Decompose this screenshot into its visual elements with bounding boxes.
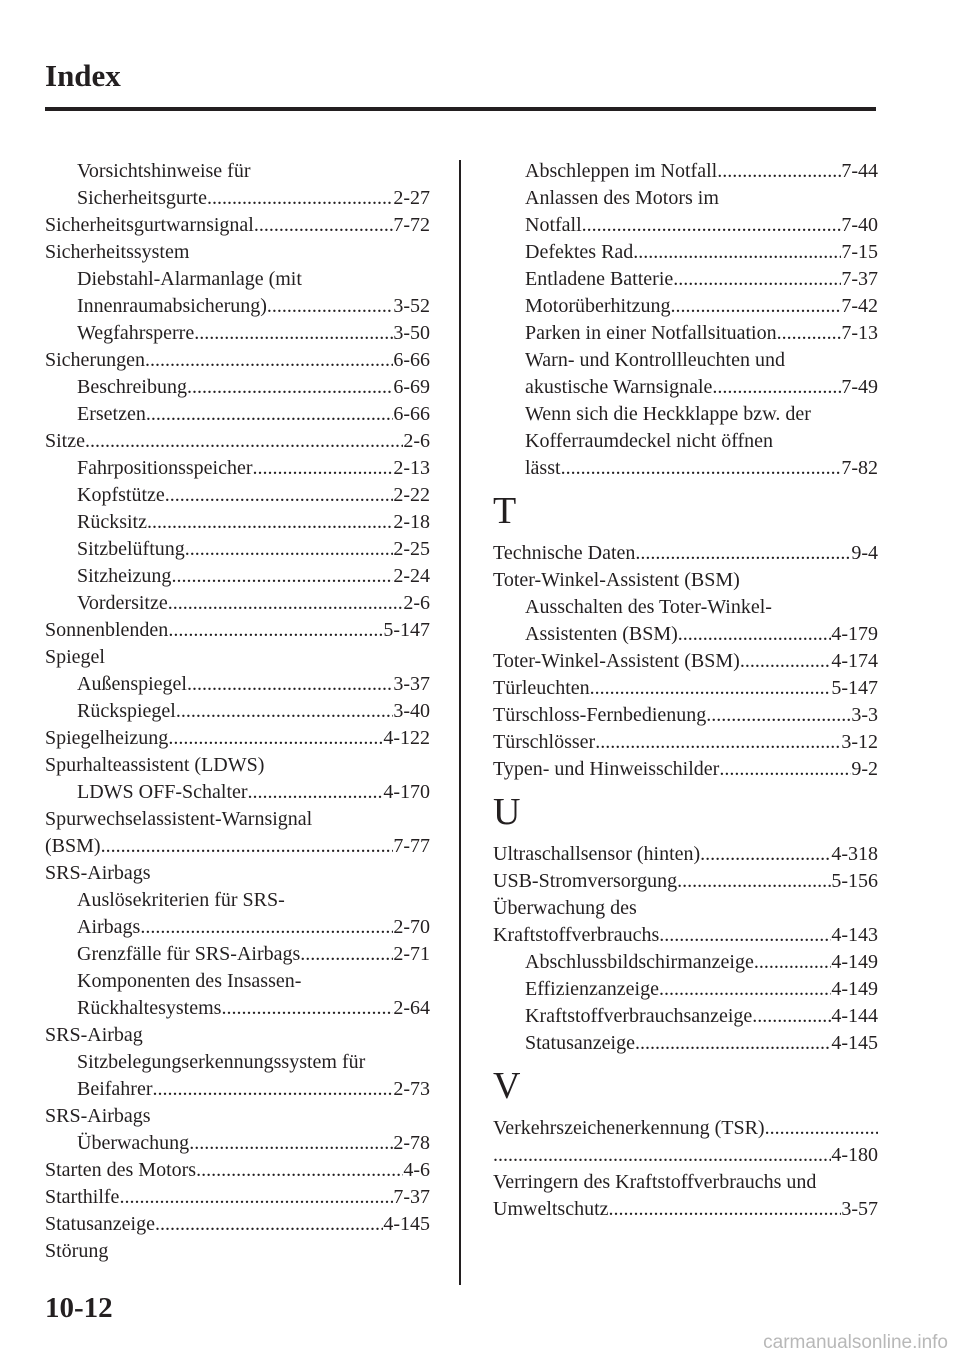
entry-text: Motorüberhitzung [525, 295, 671, 317]
index-entry [493, 841, 878, 868]
section-letter: T [493, 490, 517, 532]
index-subentry [45, 1130, 430, 1157]
dot-leader [717, 158, 841, 185]
index-entry [45, 1211, 430, 1238]
index-entry [493, 540, 878, 567]
entry-text: Kopfstütze [77, 484, 165, 506]
entry-text: Anlassen des Motors im [525, 187, 719, 209]
entry-text: Ersetzen [77, 403, 146, 425]
index-entry [45, 617, 430, 644]
index-subentry [493, 1030, 878, 1057]
index-entry [45, 725, 430, 752]
entry-text: Wenn sich die Heckklappe bzw. der [525, 403, 811, 425]
index-subentry [493, 212, 878, 239]
index-subentry [45, 671, 430, 698]
header-rule [45, 107, 876, 111]
dot-leader [635, 540, 851, 567]
page-reference: 2-6 [403, 592, 430, 614]
entry-text: Grenzfälle für SRS-Airbags [77, 943, 301, 965]
dot-leader [752, 1003, 831, 1030]
dot-leader [609, 1196, 842, 1223]
page-reference: 6-66 [393, 403, 430, 425]
page-reference: 2-6 [403, 430, 430, 452]
index-subentry [45, 914, 430, 941]
index-subentry [45, 320, 430, 347]
entry-text: Defektes Rad [525, 241, 634, 263]
page-reference: 4-170 [383, 781, 430, 803]
index-entry [45, 1238, 430, 1265]
dot-leader [706, 702, 851, 729]
entry-text: Sicherungen [45, 349, 145, 371]
dot-leader [221, 995, 393, 1022]
index-subentry [493, 293, 878, 320]
entry-text: Statusanzeige [45, 1213, 155, 1235]
index-subentry [45, 995, 430, 1022]
page-reference: 4-174 [831, 650, 878, 672]
dot-leader [207, 185, 393, 212]
entry-text: Spiegelheizung [45, 727, 169, 749]
entry-text: Statusanzeige [525, 1032, 635, 1054]
entry-text: Rücksitz [77, 511, 147, 533]
dot-leader [145, 347, 393, 374]
dot-leader [712, 374, 841, 401]
index-subentry [493, 266, 878, 293]
index-entry [45, 752, 430, 779]
index-entry [493, 567, 878, 594]
dot-leader [635, 1030, 831, 1057]
index-subentry [45, 1076, 430, 1103]
page-reference: 4-179 [831, 623, 878, 645]
page-reference: 2-73 [393, 1078, 430, 1100]
entry-text: Sitze [45, 430, 85, 452]
entry-text: Technische Daten [493, 542, 636, 564]
entry-text: Parken in einer Notfallsituation [525, 322, 777, 344]
entry-text: Fahrpositionsspeicher [77, 457, 253, 479]
entry-text: Kofferraumdeckel nicht öffnen [525, 430, 774, 452]
index-subentry [45, 779, 430, 806]
index-subentry [493, 594, 878, 621]
dot-leader [561, 455, 842, 482]
entry-text: Toter-Winkel-Assistent (BSM) [493, 569, 740, 591]
page-reference: 4-180 [831, 1144, 878, 1166]
page-reference: 2-70 [393, 916, 430, 938]
dot-leader [659, 922, 831, 949]
entry-text: Verkehrszeichenerkennung (TSR) [493, 1117, 765, 1139]
index-column-right [493, 158, 878, 1223]
entry-text: Sicherheitssystem [45, 241, 190, 263]
index-subentry [45, 455, 430, 482]
index-entry [45, 428, 430, 455]
entry-text: Toter-Winkel-Assistent (BSM) [493, 650, 740, 672]
dot-leader [189, 1130, 393, 1157]
dot-leader [119, 1184, 393, 1211]
entry-text: Türleuchten [493, 677, 590, 699]
index-subentry [45, 590, 430, 617]
index-entry [45, 644, 430, 671]
dot-leader [253, 455, 394, 482]
page-reference: 3-40 [393, 700, 430, 722]
page-reference: 7-42 [841, 295, 878, 317]
index-entry [493, 756, 878, 783]
index-subentry [493, 347, 878, 374]
index-entry [45, 806, 430, 833]
index-subentry [493, 374, 878, 401]
entry-text: Vorsichtshinweise für [77, 160, 251, 182]
dot-leader [196, 1157, 403, 1184]
page-reference: 4-145 [831, 1032, 878, 1054]
dot-leader [168, 590, 404, 617]
index-subentry [493, 455, 878, 482]
index-entry [45, 239, 430, 266]
page-reference: 7-82 [841, 457, 878, 479]
index-column-left [45, 158, 430, 1265]
index-entry [493, 702, 878, 729]
index-entry [45, 1022, 430, 1049]
entry-text: Typen- und Hinweisschilder [493, 758, 720, 780]
entry-text: Abschleppen im Notfall [525, 160, 718, 182]
dot-leader [493, 1142, 831, 1169]
entry-text: Sonnenblenden [45, 619, 169, 641]
dot-leader [153, 1076, 394, 1103]
index-entry [493, 729, 878, 756]
index-subentry [45, 509, 430, 536]
page-reference: 2-25 [393, 538, 430, 560]
entry-text: Sitzheizung [77, 565, 172, 587]
page-reference: 7-72 [393, 214, 430, 236]
dot-leader [168, 725, 383, 752]
page-reference: 2-22 [393, 484, 430, 506]
page-reference: 3-57 [841, 1198, 878, 1220]
entry-text: SRS-Airbags [45, 1105, 151, 1127]
entry-text: USB-Stromversorgung [493, 870, 678, 892]
index-subentry [493, 428, 878, 455]
index-subentry [45, 1049, 430, 1076]
page-reference: 3-37 [393, 673, 430, 695]
entry-text: Sicherheitsgurte [77, 187, 207, 209]
page-reference: 7-37 [841, 268, 878, 290]
entry-text: Beifahrer [77, 1078, 153, 1100]
entry-text: Umweltschutz [493, 1198, 609, 1220]
page-reference: 6-66 [393, 349, 430, 371]
page-reference: 7-13 [841, 322, 878, 344]
index-entry [45, 212, 430, 239]
entry-text: Kraftstoffverbrauchsanzeige [525, 1005, 753, 1027]
page-reference: 3-3 [851, 704, 878, 726]
index-entry [45, 1157, 430, 1184]
dot-leader [176, 698, 393, 725]
index-entry [45, 1103, 430, 1130]
dot-leader [101, 833, 394, 860]
dot-leader [171, 563, 393, 590]
page-reference: 6-69 [393, 376, 430, 398]
page-reference: 9-4 [851, 542, 878, 564]
entry-text: Abschlussbildschirmanzeige [525, 951, 754, 973]
page-reference: 3-52 [393, 295, 430, 317]
entry-text: Ausschalten des Toter-Winkel- [525, 596, 772, 618]
entry-text: Diebstahl-Alarmanlage (mit [77, 268, 302, 290]
dot-leader [85, 428, 403, 455]
page-reference: 4-143 [831, 924, 878, 946]
entry-text: Auslösekriterien für SRS- [77, 889, 285, 911]
dot-leader [671, 293, 842, 320]
index-subentry [45, 941, 430, 968]
index-entry [493, 648, 878, 675]
page-reference: 2-27 [393, 187, 430, 209]
page-reference: 5-147 [831, 677, 878, 699]
entry-text: Verringern des Kraftstoffverbrauchs und [493, 1171, 817, 1193]
index-subentry [45, 887, 430, 914]
index-entry [45, 1184, 430, 1211]
page-reference: 2-71 [393, 943, 430, 965]
entry-text: Türschloss-Fernbedienung [493, 704, 707, 726]
page-reference: 2-78 [393, 1132, 430, 1154]
dot-leader [582, 212, 842, 239]
index-subentry [45, 293, 430, 320]
watermark: carmanualsonline.info [763, 1332, 948, 1353]
entry-text: lässt [525, 457, 561, 479]
entry-text: Airbags [77, 916, 141, 938]
entry-text: akustische Warnsignale [525, 376, 713, 398]
dot-leader [777, 320, 842, 347]
index-subentry [45, 266, 430, 293]
entry-text: Türschlösser [493, 731, 596, 753]
dot-leader [700, 841, 831, 868]
page-reference: 4-318 [831, 843, 878, 865]
entry-text: (BSM) [45, 835, 101, 857]
index-entry [493, 922, 878, 949]
entry-text: Ultraschallsensor (hinten) [493, 843, 701, 865]
index-entry [493, 1115, 878, 1142]
entry-text: Entladene Batterie [525, 268, 674, 290]
index-subentry [45, 536, 430, 563]
index-subentry [45, 374, 430, 401]
entry-text: Sicherheitsgurtwarnsignal [45, 214, 254, 236]
entry-text: Außenspiegel [77, 673, 187, 695]
entry-text: Beschreibung [77, 376, 187, 398]
index-subentry [493, 185, 878, 212]
entry-text: Notfall [525, 214, 582, 236]
column-divider [459, 160, 461, 1285]
index-entry [45, 833, 430, 860]
page-reference: 7-77 [393, 835, 430, 857]
entry-text: Assistenten (BSM) [525, 623, 678, 645]
dot-leader [147, 509, 393, 536]
dot-leader [595, 729, 841, 756]
dot-leader [187, 671, 393, 698]
section-letter: V [493, 1065, 521, 1107]
page-reference: 5-147 [383, 619, 430, 641]
entry-text: Warn- und Kontrollleuchten und [525, 349, 785, 371]
index-subentry [493, 158, 878, 185]
index-entry [493, 868, 878, 895]
page-reference: 4-149 [831, 951, 878, 973]
dot-leader [719, 756, 851, 783]
dot-leader [590, 675, 832, 702]
index-subentry [45, 158, 430, 185]
page-reference: 4-145 [383, 1213, 430, 1235]
dot-leader [248, 779, 384, 806]
page-number: 10-12 [45, 1292, 113, 1324]
page-reference: 7-40 [841, 214, 878, 236]
entry-text: Effizienzanzeige [525, 978, 659, 1000]
entry-text: Rückspiegel [77, 700, 176, 722]
index-subentry [493, 320, 878, 347]
index-subentry [493, 949, 878, 976]
index-subentry [45, 401, 430, 428]
entry-text: LDWS OFF-Schalter [77, 781, 248, 803]
page-title: Index [45, 58, 121, 93]
index-subentry [493, 621, 878, 648]
page-reference: 2-64 [393, 997, 430, 1019]
page-reference: 4-149 [831, 978, 878, 1000]
entry-text: Vordersitze [77, 592, 168, 614]
entry-text: Überwachung des [493, 897, 637, 919]
page-reference: 4-144 [831, 1005, 878, 1027]
dot-leader [194, 320, 393, 347]
dot-leader [765, 1115, 878, 1142]
dot-leader [740, 648, 832, 675]
index-entry [45, 860, 430, 887]
entry-text: Starthilfe [45, 1186, 120, 1208]
dot-leader [165, 482, 394, 509]
dot-leader [300, 941, 393, 968]
page-reference: 2-13 [393, 457, 430, 479]
page-reference: 3-12 [841, 731, 878, 753]
index-subentry [493, 1003, 878, 1030]
page-reference: 7-44 [841, 160, 878, 182]
dot-leader [677, 868, 831, 895]
entry-text: Wegfahrsperre [77, 322, 195, 344]
page-reference: 4-6 [403, 1159, 430, 1181]
entry-text: Spurwechselassistent-Warnsignal [45, 808, 313, 830]
index-subentry [493, 401, 878, 428]
index-subentry [493, 976, 878, 1003]
entry-text: Kraftstoffverbrauchs [493, 924, 660, 946]
page-reference: 3-50 [393, 322, 430, 344]
entry-text: Starten des Motors [45, 1159, 197, 1181]
entry-text: Sitzbelüftung [77, 538, 185, 560]
page-reference: 9-2 [851, 758, 878, 780]
dot-leader [678, 621, 832, 648]
index-entry [493, 895, 878, 922]
index-subentry [45, 482, 430, 509]
dot-leader [146, 401, 393, 428]
index-subentry [45, 185, 430, 212]
dot-leader [187, 374, 393, 401]
entry-text: SRS-Airbag [45, 1024, 143, 1046]
page-reference: 2-24 [393, 565, 430, 587]
dot-leader [140, 914, 393, 941]
page-reference: 7-49 [841, 376, 878, 398]
index-subentry [45, 698, 430, 725]
section-letter: U [493, 791, 521, 833]
dot-leader [155, 1211, 383, 1238]
index-subentry [45, 968, 430, 995]
page-reference: 2-18 [393, 511, 430, 533]
entry-text: Innenraumabsicherung) [77, 295, 267, 317]
index-subentry [45, 563, 430, 590]
dot-leader [267, 293, 393, 320]
index-entry [493, 675, 878, 702]
index-entry [493, 1196, 878, 1223]
entry-text: Störung [45, 1240, 109, 1262]
index-entry [45, 347, 430, 374]
page-reference: 4-122 [383, 727, 430, 749]
entry-text: Sitzbelegungserkennungssystem für [77, 1051, 366, 1073]
dot-leader [185, 536, 394, 563]
dot-leader [673, 266, 841, 293]
dot-leader [754, 949, 831, 976]
entry-text: Rückhaltesystems [77, 997, 222, 1019]
index-entry [493, 1142, 878, 1169]
index-entry [493, 1169, 878, 1196]
page-reference: 7-37 [393, 1186, 430, 1208]
entry-text: Spurhalteassistent (LDWS) [45, 754, 265, 776]
dot-leader [659, 976, 831, 1003]
entry-text: Überwachung [77, 1132, 190, 1154]
entry-text: SRS-Airbags [45, 862, 151, 884]
dot-leader [168, 617, 383, 644]
entry-text: Spiegel [45, 646, 105, 668]
index-subentry [493, 239, 878, 266]
page-reference: 5-156 [831, 870, 878, 892]
dot-leader [254, 212, 393, 239]
entry-text: Komponenten des Insassen- [77, 970, 302, 992]
page-reference: 7-15 [841, 241, 878, 263]
dot-leader [633, 239, 841, 266]
